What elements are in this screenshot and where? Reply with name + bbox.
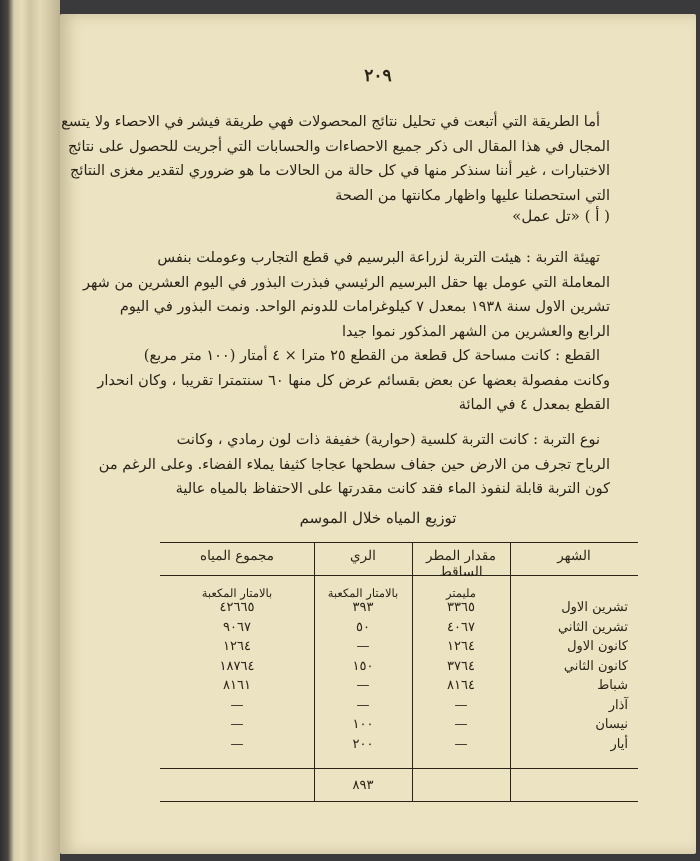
table-cell-irrigation: — xyxy=(356,697,370,713)
book-spine-edge xyxy=(0,0,60,861)
book-page xyxy=(60,14,696,854)
soil-preparation-paragraph xyxy=(83,246,610,344)
water-distribution-table xyxy=(160,542,638,804)
table-bottom-rule xyxy=(160,801,638,802)
table-cell-rain: — xyxy=(454,736,468,752)
soil-type-paragraph xyxy=(98,428,610,502)
soil-prep-line: تهيئة التربة : هيئت التربة لزراعة البرسيم في قطع التجارب وعوملت بنفس xyxy=(157,250,600,266)
table-total-rule xyxy=(160,768,638,769)
soil-type-line: كون التربة قابلة لنفوذ الماء فقد كانت مقدرتها على الاحتفاظ بالمياه عالية xyxy=(175,481,610,497)
table-cell-irrigation: ٢٠٠ xyxy=(352,736,374,752)
table-cell-irrigation: ١٥٠ xyxy=(352,658,374,674)
soil-prep-line: تشرين الاول سنة ١٩٣٨ بمعدل ٧ كيلوغرامات للدونم الواحد. ونمت البذور في اليوم xyxy=(119,299,610,315)
intro-line: المجال في هذا المقال الى ذكر جميع الاحصاءات والحسابات التي أجريت للحصول على نتائج xyxy=(68,138,610,155)
table-cell-month: كانون الثاني xyxy=(563,658,628,674)
intro-line: أما الطريقة التي أتبعت في تحليل نتائج المحصولات فهي طريقة فيشر في الاحصاء ولا يتسع xyxy=(61,114,600,130)
table-cell-total: ١٨٧٦٤ xyxy=(219,658,255,674)
table-cell-irrigation: — xyxy=(356,639,370,654)
table-cell-total: ٩٠٦٧ xyxy=(223,619,251,635)
intro-line: التي استحصلنا عليها واظهار مكانتها من الصحة xyxy=(335,187,610,204)
table-cell-month: آذار xyxy=(608,697,628,713)
table-cell-irrigation: ١٠٠ xyxy=(352,717,374,732)
header-month: الشهر xyxy=(557,548,591,564)
table-cell-total: — xyxy=(230,697,244,713)
table-cell-irrigation: ٣٩٣ xyxy=(352,600,374,615)
table-cell-rain: ٤٠٦٧ xyxy=(447,619,475,635)
unit-total: بالامتار المكعبة xyxy=(201,586,273,600)
table-cell-rain: — xyxy=(454,697,468,713)
table-cell-month: كانون الاول xyxy=(567,639,628,654)
header-total: مجموع المياه xyxy=(200,548,274,564)
unit-irrigation: بالامتار المكعبة xyxy=(327,586,399,600)
soil-type-line: نوع التربة : كانت التربة كلسية (حوارية) خفيفة ذات لون رمادي ، وكانت xyxy=(176,432,600,448)
table-cell-total: — xyxy=(230,717,244,732)
table-title: توزيع المياه خلال الموسم xyxy=(299,509,457,527)
intro-line: الاختبارات ، غير أننا سنذكر منها في كل حالة من الحالات ما هو ضروري لتقدير مغزى النتائج xyxy=(70,163,610,179)
intro-paragraph xyxy=(61,110,610,208)
table-cell-month: أيار xyxy=(610,736,628,752)
table-cell-rain: ١٢٦٤ xyxy=(447,639,475,654)
table-cell-rain: — xyxy=(454,717,468,732)
unit-rain: مليمتر xyxy=(446,586,476,600)
soil-prep-line: الرابع والعشرين من الشهر المذكور نموا جيدا xyxy=(342,323,610,340)
plots-line: القطع بمعدل ٤ في المائة xyxy=(458,397,610,413)
table-cell-rain: ٨١٦٤ xyxy=(447,678,475,693)
table-cell-total: ٨١٦١ xyxy=(223,678,251,693)
section-label: ( أ ) «تل عمل» xyxy=(512,207,610,225)
soil-prep-line: المعاملة التي عومل بها حقل البرسيم الرئيسي فبذرت البذور في اليوم العشرين من شهر xyxy=(83,274,610,291)
table-header-rule xyxy=(160,575,638,576)
header-rain: مقدار المطر الساقط xyxy=(426,548,496,580)
plots-line: القطع : كانت مساحة كل قطعة من القطع ٢٥ مترا × ٤ أمتار (١٠٠ متر مربع) xyxy=(143,348,600,364)
table-cell-month: نيسان xyxy=(595,717,628,732)
plots-line: وكانت مفصولة بعضها عن بعض بقسائم عرض كل منها ٦٠ سنتمترا تقريبا ، وكان انحدار xyxy=(97,372,610,389)
soil-type-line: الرياح تجرف من الارض حين جفاف سطحها عجاجا كثيفا يملاء الفضاء. وعلى الرغم من xyxy=(98,456,610,473)
table-cell-month: تشرين الاول xyxy=(561,600,628,615)
header-irrigation: الري xyxy=(350,548,376,564)
plots-paragraph xyxy=(97,344,610,418)
table-cell-total: ١٢٦٤ xyxy=(223,639,251,654)
table-cell-total: ٤٢٦٦٥ xyxy=(219,600,255,615)
table-column-divider xyxy=(510,542,511,802)
table-cell-rain: ٣٣٦٥ xyxy=(447,600,475,615)
table-cell-month: شباط xyxy=(597,678,628,693)
table-cell-total: — xyxy=(230,736,244,752)
table-cell-month: تشرين الثاني xyxy=(558,619,628,635)
table-cell-irrigation: ٥٠ xyxy=(356,619,370,635)
irrigation-total: ٨٩٣ xyxy=(352,778,374,793)
page-number: ٢٠٩ xyxy=(364,66,392,86)
table-top-rule xyxy=(160,542,638,543)
table-cell-rain: ٣٧٦٤ xyxy=(447,658,475,674)
table-cell-irrigation: — xyxy=(356,678,370,693)
